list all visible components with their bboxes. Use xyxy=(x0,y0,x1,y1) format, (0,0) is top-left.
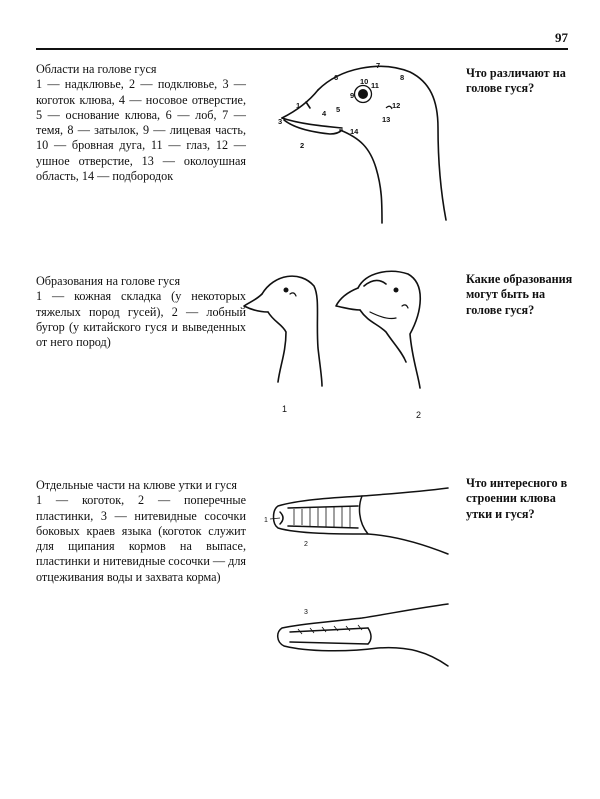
label-12: 12 xyxy=(392,101,401,110)
question-beak-parts: Что интересного в строении клюва утки и гуся? xyxy=(466,476,568,521)
label-11: 11 xyxy=(371,81,379,90)
beak-label-2: 2 xyxy=(304,541,308,548)
label-4: 4 xyxy=(322,109,327,118)
label-14: 14 xyxy=(350,127,359,136)
caption-title: Области на голове гуся xyxy=(36,62,157,76)
goose-head-areas-figure xyxy=(270,38,460,228)
caption-body: 1 — коготок, 2 — поперечные пластинки, 3 — нитевидные сосочки боковых краев языка (коготок служит для щипания кормов на выпасе, пластинки и нитевидные сосочки — для отцеживания воды и захвата корма) xyxy=(36,493,247,584)
eye-icon xyxy=(284,288,289,293)
label-7: 7 xyxy=(376,61,381,70)
label-10: 10 xyxy=(360,77,369,86)
beak-label-1: 1 xyxy=(264,517,268,524)
eye-icon xyxy=(394,288,399,293)
label-2: 2 xyxy=(300,141,305,150)
caption-body: 1 — кожная складка (у некоторых тяжелых пород гусей), 2 — лобный бугор (у китайского гуся и выведенных от него пород) xyxy=(36,289,246,350)
label-3: 3 xyxy=(278,117,283,126)
beak-parts-figure xyxy=(258,476,458,676)
fig-label-2: 2 xyxy=(416,410,422,420)
caption-body: 1 — надклювье, 2 — подклювье, 3 — коготок клюва, 4 — носовое отверстие, 5 — основание клюва, 6 — лоб, 7 — темя, 8 — затылок, 9 — лицевая часть, 10 — бровная дуга, 11 — глаз, 12 — ушное отверстие, 13 — околоушная область, 14 — подбородок xyxy=(36,77,246,184)
label-9: 9 xyxy=(350,91,355,100)
beak-label-3: 3 xyxy=(304,609,308,616)
caption-title: Образования на голове гуся xyxy=(36,274,181,288)
eye-icon xyxy=(358,89,368,99)
caption-head-formations xyxy=(36,274,246,350)
page-number: 97 xyxy=(555,30,568,45)
label-13: 13 xyxy=(382,115,391,124)
caption-beak-parts xyxy=(36,478,246,585)
question-head-areas: Что различают на голове гуся? xyxy=(466,66,566,96)
fig-label-1: 1 xyxy=(282,404,288,414)
label-5: 5 xyxy=(336,105,341,114)
label-1: 1 xyxy=(296,101,301,110)
question-head-formations: Какие образования могут быть на голове гуся? xyxy=(466,272,573,317)
label-8: 8 xyxy=(400,73,405,82)
label-6: 6 xyxy=(334,73,339,82)
goose-head-formations-figure xyxy=(240,262,460,432)
caption-title: Отдельные части на клюве утки и гуся xyxy=(36,478,238,492)
caption-head-areas xyxy=(36,62,246,184)
